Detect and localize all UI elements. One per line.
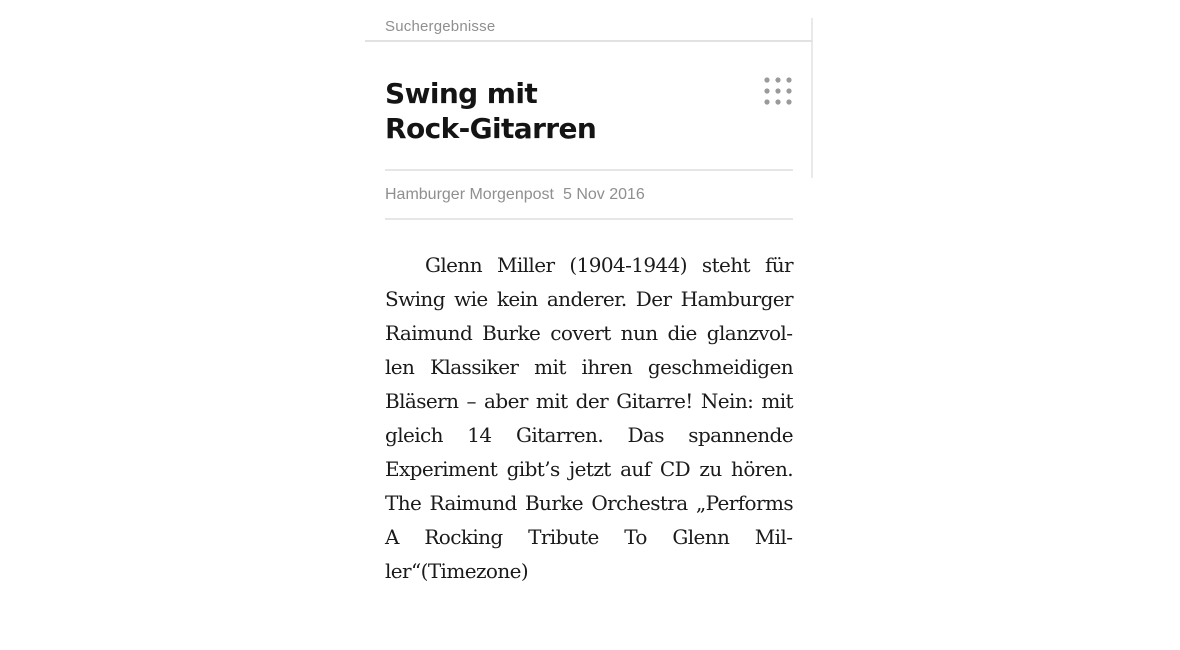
grid-dot	[775, 99, 780, 104]
grid-dot	[786, 77, 791, 82]
breadcrumb[interactable]: Suchergebnisse	[385, 18, 496, 35]
grid-dot	[786, 99, 791, 104]
grid-dot	[775, 88, 780, 93]
grid-dots-icon[interactable]	[762, 74, 796, 108]
article-source: Hamburger Morgenpost	[385, 186, 554, 203]
article-body: Glenn Miller (1904-1944) steht für Swing wie kein anderer. Der Hamburger Raimund Burke covert nun die glanzvollen Klassiker mit ihren geschmeidigen Bläsern – aber mit der Gitarre! Nein: mit gleich 14 Gitarren. Das spannende Experiment gibt’s jetzt auf CD zu hören. The Raimund Burke Orchestra „Performs A Rocking Tribute To Glenn Miller“(Timezone)	[385, 253, 793, 583]
grid-dot	[786, 88, 791, 93]
article-date: 5 Nov 2016	[562, 186, 645, 203]
grid-dot	[764, 77, 769, 82]
grid-dot	[775, 77, 780, 82]
grid-dots-icon-graphic	[762, 74, 796, 108]
grid-dot	[764, 88, 769, 93]
article-meta	[385, 186, 645, 204]
title-divider	[385, 169, 793, 171]
article-title-line-1: Swing mit	[385, 77, 538, 110]
header-divider	[365, 40, 813, 42]
article-title-line-2: Rock-Gitarren	[385, 112, 597, 145]
grid-dot	[764, 99, 769, 104]
article-title	[385, 76, 725, 146]
meta-divider	[385, 218, 793, 220]
